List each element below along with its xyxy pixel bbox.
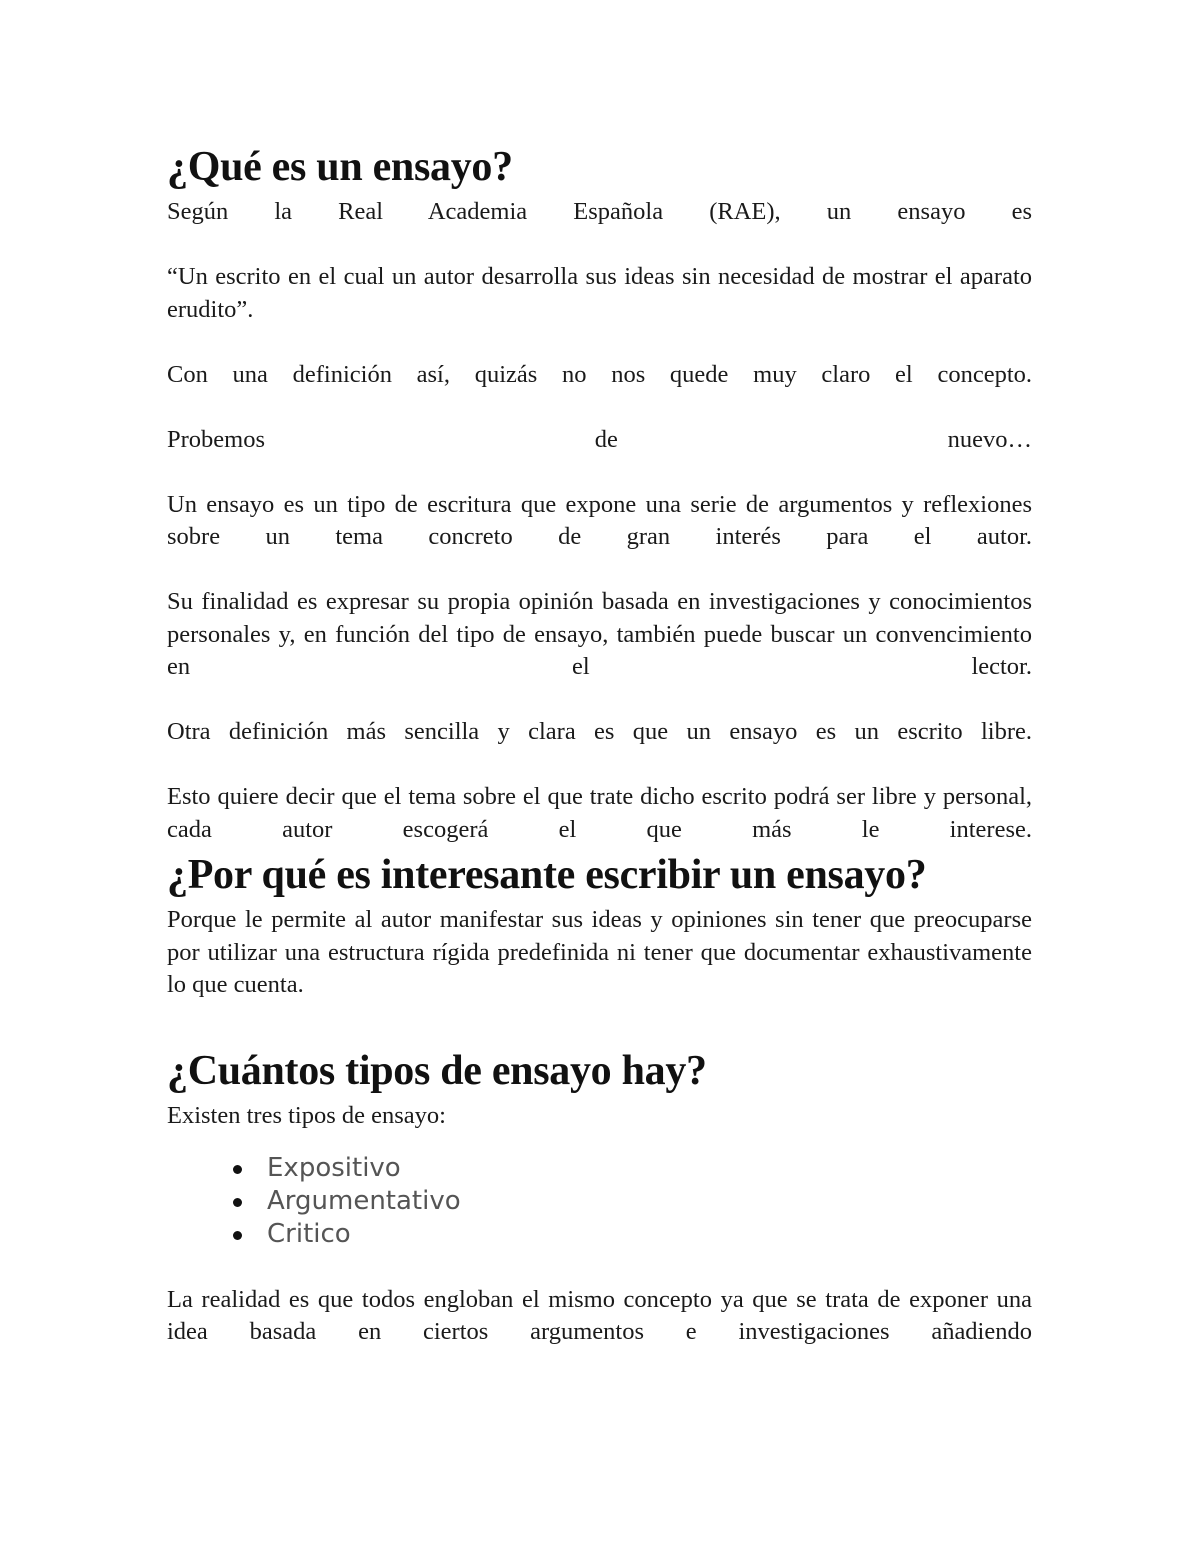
paragraph-rae-intro: Según la Real Academia Española (RAE), un ensayo es: [167, 198, 1032, 225]
spacer: [167, 391, 1032, 424]
paragraph-la-realidad: La realidad es que todos engloban el mismo concepto ya que se trata de exponer una idea basada en ciertos argumentos e investigaciones añadiendo: [167, 1285, 1032, 1345]
paragraph-porque: Porque le permite al autor manifestar sus ideas y opiniones sin tener que preocuparse por utilizar una estructura rígida predefinida ni tener que documentar exhaustivamente lo que cuenta.: [167, 906, 1032, 998]
spacer: [167, 1132, 1032, 1152]
paragraph-finalidad: Su finalidad es expresar su propia opinión basada en investigaciones y conocimientos personales y, en función del tipo de ensayo, también puede buscar un convencimiento en el lector.: [167, 588, 1032, 680]
list-item-label: Argumentativo: [267, 1186, 461, 1216]
paragraph-definition-unclear: Con una definición así, quizás no nos quede muy claro el concepto.: [167, 360, 1032, 388]
paragraph-rae-quote: “Un escrito en el cual un autor desarrolla sus ideas sin necesidad de mostrar el aparato erudito”.: [167, 263, 1032, 323]
list-item: [167, 1152, 1032, 1185]
list-item: [167, 1218, 1032, 1251]
spacer: [167, 326, 1032, 359]
heading-que-es-un-ensayo: ¿Qué es un ensayo?: [167, 144, 513, 190]
spacer: [167, 229, 1032, 262]
heading-por-que-interesante: ¿Por qué es interesante escribir un ensayo?: [167, 852, 927, 898]
bullet-icon: [233, 1231, 242, 1240]
paragraph-tipo-de-escritura: Un ensayo es un tipo de escritura que expone una serie de argumentos y reflexiones sobre un tema concreto de gran interés para el autor.: [167, 490, 1032, 550]
paragraph-tema-libre: Esto quiere decir que el tema sobre el que trate dicho escrito podrá ser libre y personal, cada autor escogerá el que más le interese.: [167, 783, 1032, 843]
spacer: [167, 684, 1032, 717]
spacer: [167, 749, 1032, 782]
document-page: [167, 138, 1032, 1349]
spacer: [167, 1251, 1032, 1284]
spacer: [167, 554, 1032, 587]
spacer: [167, 456, 1032, 489]
heading-cuantos-tipos: ¿Cuántos tipos de ensayo hay?: [167, 1047, 707, 1094]
spacer: [167, 1002, 1032, 1042]
bullet-icon: [233, 1165, 242, 1174]
paragraph-existen-tres-tipos: Existen tres tipos de ensayo:: [167, 1101, 446, 1129]
list-item-label: Critico: [267, 1219, 351, 1249]
list-item-label: Expositivo: [267, 1153, 401, 1183]
bullet-icon: [233, 1198, 242, 1207]
list-item: [167, 1185, 1032, 1218]
paragraph-otra-definicion: Otra definición más sencilla y clara es que un ensayo es un escrito libre.: [167, 718, 1032, 745]
paragraph-probemos: Probemos de nuevo…: [167, 425, 1032, 453]
essay-types-list: [167, 1152, 1032, 1251]
